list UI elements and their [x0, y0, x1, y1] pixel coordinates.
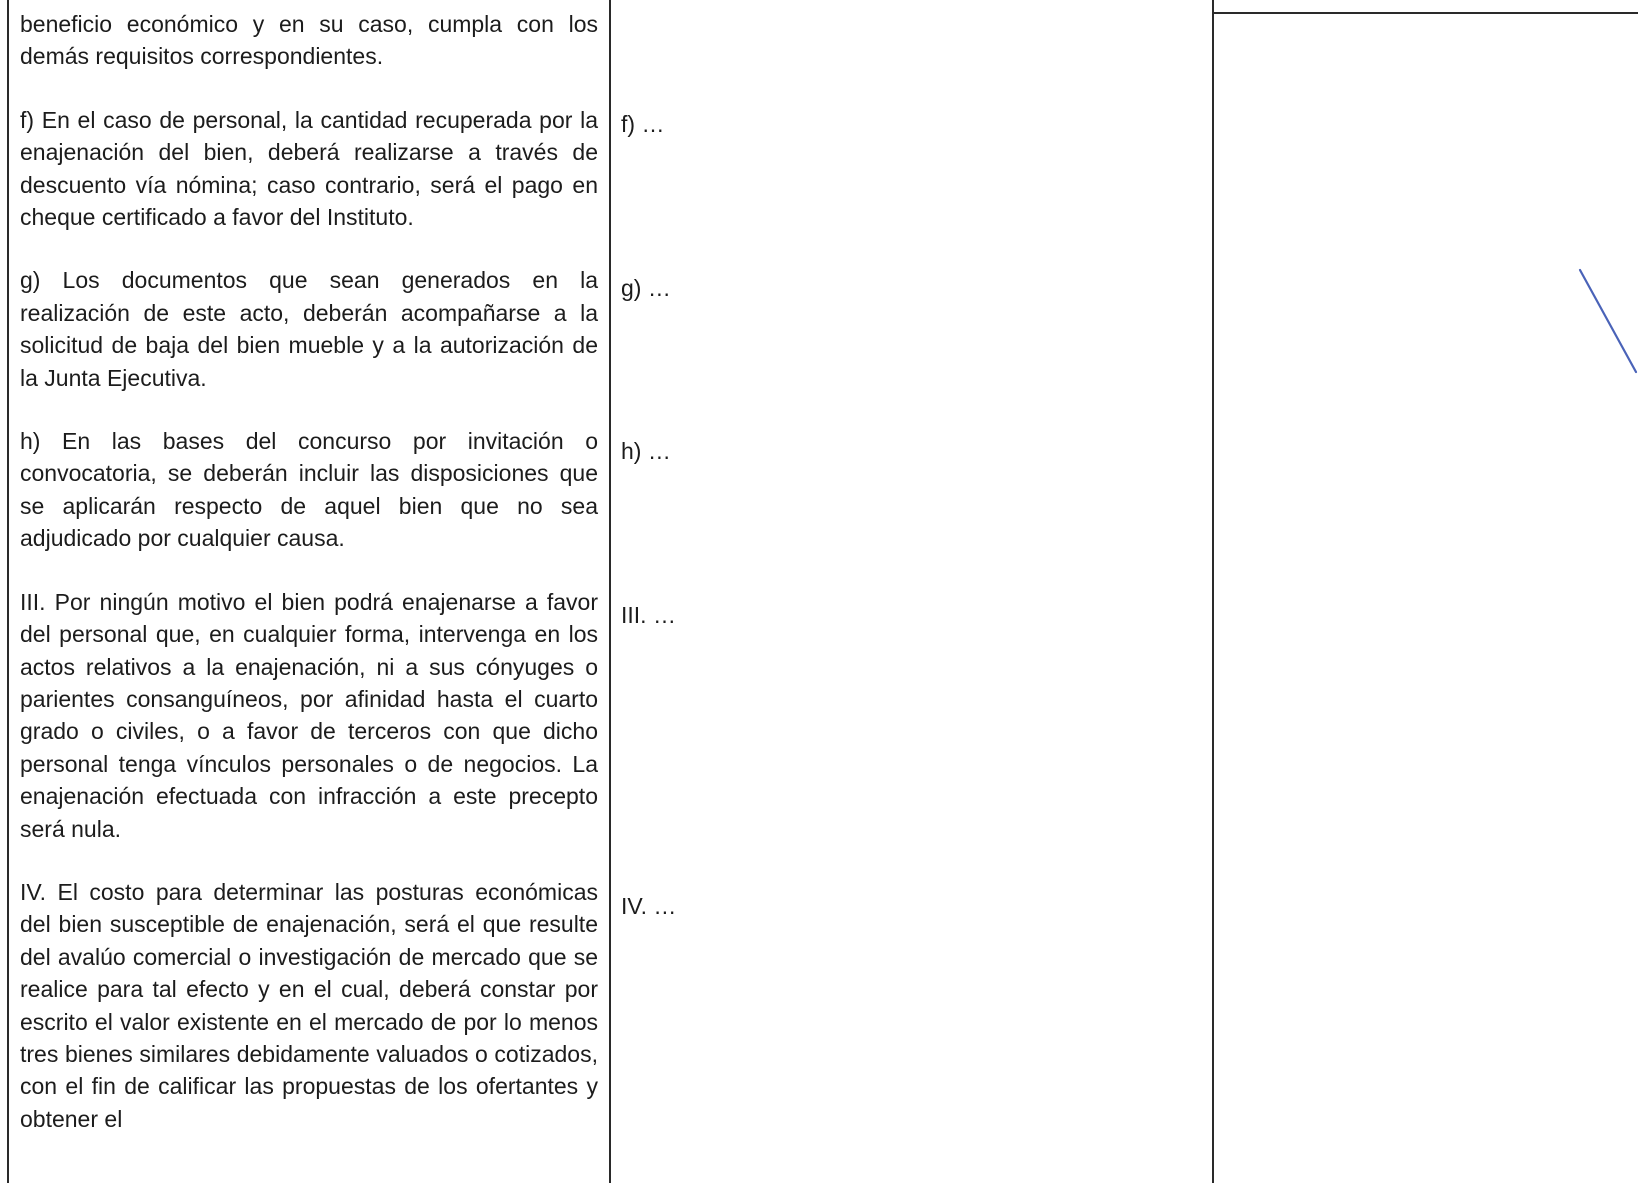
mid-item-iii: III. …: [621, 602, 676, 628]
paragraph-iii: III. Por ningún motivo el bien podrá enajenarse a favor del personal que, en cualquier forma, intervenga en los actos relativos a la enajenación, ni a sus cónyuges o parientes consanguíneos, por afinidad hasta el cuarto grado o civiles, o a favor de terceros con que dicho personal tenga vínculos personales o de negocios. La enajenación efectuada con infracción a este precepto será nula.: [20, 588, 598, 842]
paragraph-g: g) Los documentos que sean generados en la realización de este acto, deberán acompañarse a la solicitud de baja del bien mueble y a la autorización de la Junta Ejecutiva.: [20, 267, 598, 391]
mid-item-h: h) …: [621, 438, 671, 464]
table-divider-1: [609, 0, 611, 1183]
table-left-border: [7, 0, 9, 1183]
paragraph-continuation: beneficio económico y en su caso, cumpla con los demás requisitos correspondientes.: [20, 11, 598, 70]
mid-item-f: f) …: [621, 111, 665, 137]
mid-item-iv: IV. …: [621, 893, 677, 919]
table-divider-2: [1212, 0, 1214, 1183]
pen-stroke-line: [1580, 270, 1636, 372]
table-top-border: [1212, 12, 1638, 14]
mid-item-g: g) …: [621, 275, 671, 301]
paragraph-h: h) En las bases del concurso por invitación o convocatoria, se deberán incluir las disposiciones que se aplicarán respecto de aquel bien que no sea adjudicado por cualquier causa.: [20, 428, 598, 552]
paragraph-f: f) En el caso de personal, la cantidad recuperada por la enajenación del bien, deberá realizarse a través de descuento vía nómina; caso contrario, será el pago en cheque certificado a favor del Instituto.: [20, 106, 598, 231]
pen-stroke-mark: [1570, 268, 1638, 378]
left-column: [20, 8, 598, 1135]
paragraph-iv: IV. El costo para determinar las posturas económicas del bien susceptible de enajenación, será el que resulte del avalúo comercial o investigación de mercado que se realice para tal efecto y en el cual, deberá constar por escrito el valor existente en el mercado de por lo menos tres bienes similares debidamente valuados o cotizados, con el fin de calificar las propuestas de los ofertantes y obtener el: [20, 878, 598, 1132]
